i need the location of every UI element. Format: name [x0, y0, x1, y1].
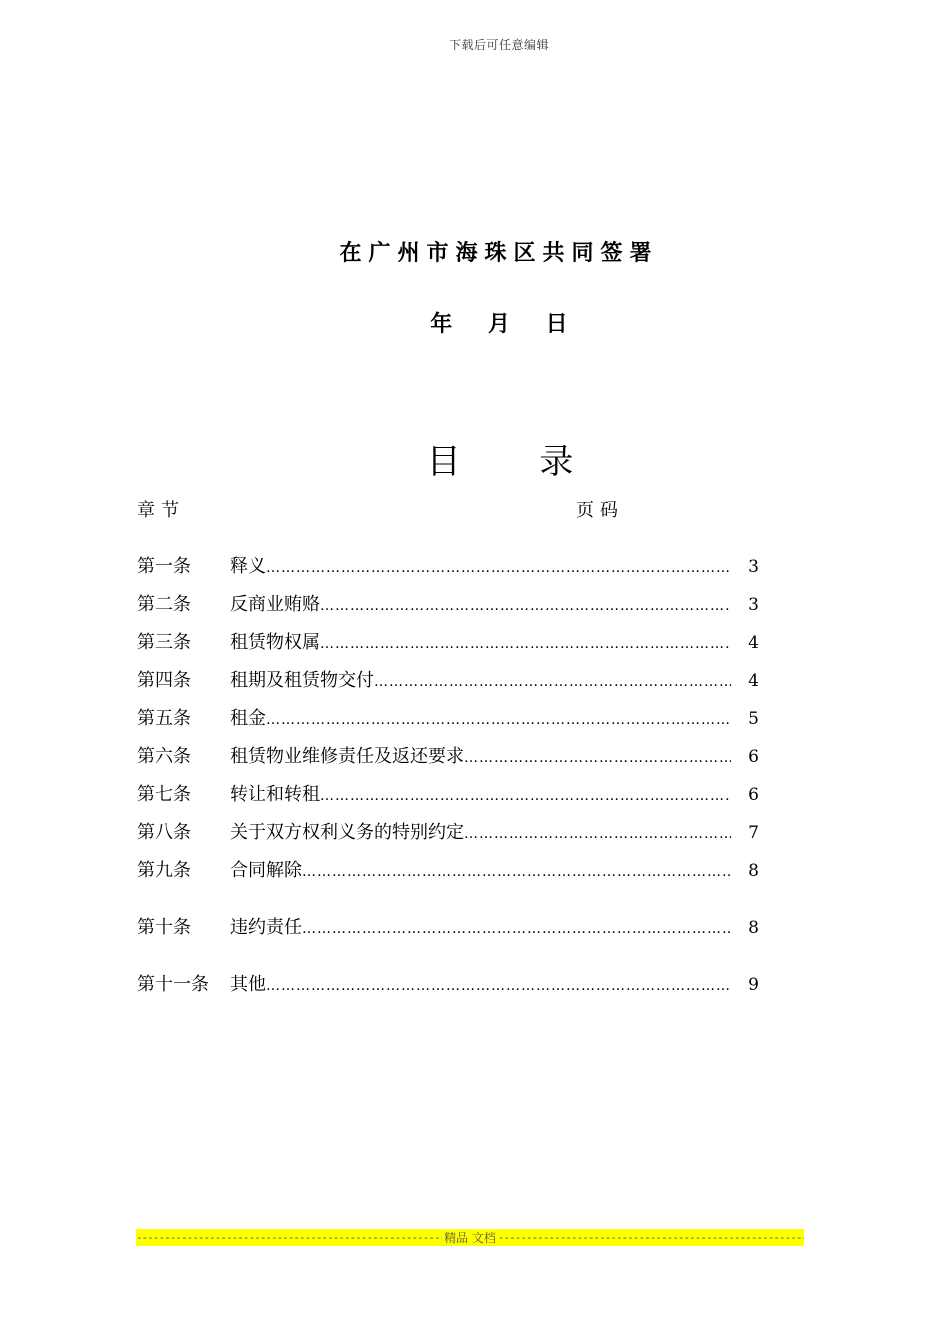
- toc-title-left: 目: [426, 442, 461, 482]
- date-year-label: 年: [430, 312, 453, 337]
- toc-entry-leader: [266, 978, 731, 994]
- toc-entry-title: 转让和转租: [230, 784, 320, 805]
- toc-entry[interactable]: [137, 666, 759, 692]
- toc-entry-leader: [374, 674, 731, 690]
- toc-entry[interactable]: [137, 780, 759, 806]
- toc-entry-number: 第二条: [137, 594, 191, 615]
- toc-entry-page: 4: [748, 671, 759, 691]
- toc-column-page: 页码: [576, 500, 624, 521]
- toc-entry-title: 租期及租赁物交付: [230, 670, 374, 691]
- toc-entry-number: 第七条: [137, 784, 191, 805]
- toc-entry-page: 9: [748, 975, 759, 995]
- toc-entry-page: 3: [748, 557, 759, 577]
- footer-dash-left: [136, 1231, 442, 1244]
- toc-title-right: 录: [539, 442, 574, 482]
- toc-entry-page: 8: [748, 918, 759, 938]
- toc-entry-title: 租金: [230, 708, 266, 729]
- toc-entry-leader: [464, 750, 731, 766]
- toc-entry-leader: [266, 560, 731, 576]
- toc-entry[interactable]: [137, 970, 759, 996]
- toc-entry-page: 6: [748, 785, 759, 805]
- toc-entry-title: 租赁物业维修责任及返还要求: [230, 746, 464, 767]
- toc-entry-number: 第三条: [137, 632, 191, 653]
- toc-entry-number: 第六条: [137, 746, 191, 767]
- toc-entry-number: 第五条: [137, 708, 191, 729]
- toc-entry-number: 第四条: [137, 670, 191, 691]
- toc-entry-title: 合同解除: [230, 860, 302, 881]
- toc-entry[interactable]: [137, 590, 759, 616]
- toc-column-section: 章节: [137, 500, 185, 521]
- signing-date: [0, 307, 950, 338]
- toc-entry-page: 6: [748, 747, 759, 767]
- toc-entry-title: 其他: [230, 974, 266, 995]
- toc-entry[interactable]: [137, 628, 759, 654]
- date-day-label: 日: [545, 312, 568, 337]
- toc-entry-page: 8: [748, 861, 759, 881]
- header-note: 下载后可任意编辑: [448, 38, 549, 52]
- footer-banner: [136, 1229, 804, 1246]
- toc-entry-leader: [302, 864, 731, 880]
- toc-entry-title: 关于双方权利义务的特别约定: [230, 822, 464, 843]
- toc-entry-leader: [266, 712, 731, 728]
- date-month-label: 月: [487, 312, 510, 337]
- toc-entry-title: 违约责任: [230, 917, 302, 938]
- toc-entry-leader: [320, 598, 731, 614]
- toc-entry[interactable]: [137, 818, 759, 844]
- toc-entry-title: 租赁物权属: [230, 632, 320, 653]
- toc-entry-title: 释义: [230, 556, 266, 577]
- toc-entry[interactable]: [137, 913, 759, 939]
- toc-entry-leader: [320, 636, 731, 652]
- toc-entry-title: 反商业贿赂: [230, 594, 320, 615]
- toc-entry-number: 第十一条: [137, 974, 209, 995]
- footer-dash-right: [498, 1231, 804, 1244]
- toc-entry-number: 第九条: [137, 860, 191, 881]
- toc-entry-leader: [320, 788, 731, 804]
- toc-entry-number: 第一条: [137, 556, 191, 577]
- toc-title: [0, 434, 950, 483]
- toc-entry[interactable]: [137, 552, 759, 578]
- toc-entry-page: 7: [748, 823, 759, 843]
- toc-entry-page: 4: [748, 633, 759, 653]
- toc-entry-page: 5: [748, 709, 759, 729]
- toc-entry[interactable]: [137, 742, 759, 768]
- toc-entry-leader: [302, 921, 731, 937]
- toc-entry-number: 第十条: [137, 917, 191, 938]
- toc-entry[interactable]: [137, 704, 759, 730]
- toc-entry-number: 第八条: [137, 822, 191, 843]
- footer-label: 精品 文档: [444, 1231, 496, 1245]
- signing-location: 在广州市海珠区共同签署: [339, 241, 659, 266]
- toc-entry-page: 3: [748, 595, 759, 615]
- toc-entry-leader: [464, 826, 731, 842]
- toc-entry[interactable]: [137, 856, 759, 882]
